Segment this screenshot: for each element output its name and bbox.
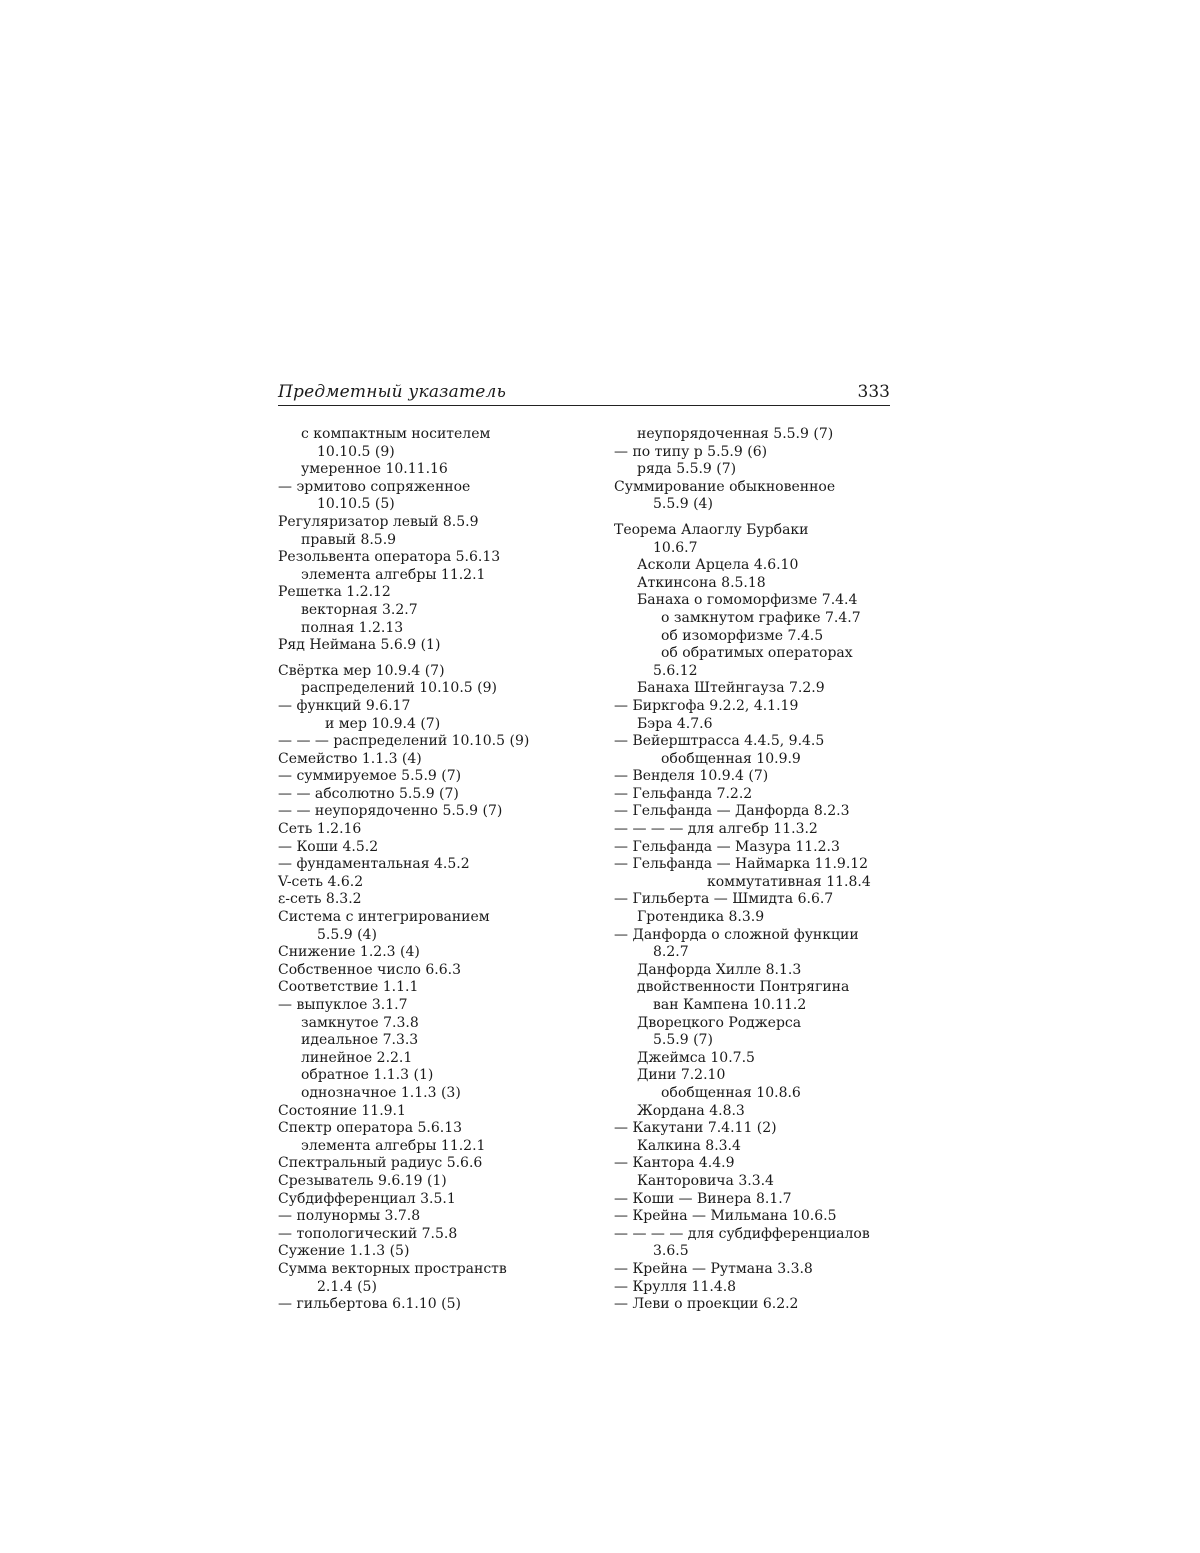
index-entry: — суммируемое 5.5.9 (7) xyxy=(278,768,462,785)
index-entry: — Вейерштрасса 4.4.5, 9.4.5 xyxy=(614,733,825,750)
index-entry: — Крейна — Рутмана 3.3.8 xyxy=(614,1260,813,1277)
index-entry: — фундаментальная 4.5.2 xyxy=(278,856,470,873)
index-entry: — Леви о проекции 6.2.2 xyxy=(614,1296,799,1313)
index-entry: Асколи Арцела 4.6.10 xyxy=(637,557,799,574)
index-entry: Банаха о гомоморфизме 7.4.4 xyxy=(637,592,858,609)
index-entry: правый 8.5.9 xyxy=(301,531,397,548)
index-entry: — полунормы 3.7.8 xyxy=(278,1208,421,1225)
index-entry: Теорема Алаоглу Бурбаки xyxy=(614,521,809,538)
index-entry: — Крейна — Мильмана 10.6.5 xyxy=(614,1208,837,1225)
index-entry: — Коши — Винера 8.1.7 xyxy=(614,1190,792,1207)
index-entry: Семейство 1.1.3 (4) xyxy=(278,750,422,767)
index-entry: 3.6.5 xyxy=(653,1243,689,1260)
index-entry: — Коши 4.5.2 xyxy=(278,838,379,855)
index-entry: умеренное 10.11.16 xyxy=(301,461,448,478)
index-entry: — Какутани 7.4.11 (2) xyxy=(614,1120,777,1137)
index-entry: Джеймса 10.7.5 xyxy=(637,1049,755,1066)
index-entry: — Гельфанда 7.2.2 xyxy=(614,785,753,802)
index-entry: Канторовича 3.3.4 xyxy=(637,1172,774,1189)
index-entry: 8.2.7 xyxy=(653,944,689,961)
index-entry: Бэра 4.7.6 xyxy=(637,715,713,732)
index-entry: Аткинсона 8.5.18 xyxy=(637,574,766,591)
index-entry: Свёртка мер 10.9.4 (7) xyxy=(278,662,445,679)
index-entry: Система с интегрированием xyxy=(278,909,490,926)
index-entry: элемента алгебры 11.2.1 xyxy=(301,566,486,583)
index-entry: — — неупорядоченно 5.5.9 (7) xyxy=(278,803,503,820)
index-entry: — — — — для алгебр 11.3.2 xyxy=(614,821,818,838)
index-entry: Регуляризатор левый 8.5.9 xyxy=(278,513,479,530)
index-entry: Срезыватель 9.6.19 (1) xyxy=(278,1172,447,1189)
index-entry: двойственности Понтрягина xyxy=(637,979,850,996)
index-entry: Состояние 11.9.1 xyxy=(278,1102,406,1119)
index-entry: Собственное число 6.6.3 xyxy=(278,961,461,978)
index-entry: 10.6.7 xyxy=(653,539,698,556)
index-entry: и мер 10.9.4 (7) xyxy=(325,715,441,732)
index-entry: распределений 10.10.5 (9) xyxy=(301,680,497,697)
index-entry: линейное 2.2.1 xyxy=(301,1049,413,1066)
letter-group-gap xyxy=(614,514,904,522)
index-entry: — гильбертова 6.1.10 (5) xyxy=(278,1296,461,1313)
index-entry: 5.5.9 (7) xyxy=(653,1032,713,1049)
index-entry: Дини 7.2.10 xyxy=(637,1067,726,1084)
index-entry: — Венделя 10.9.4 (7) xyxy=(614,768,769,785)
index-entry: неупорядоченная 5.5.9 (7) xyxy=(637,426,834,442)
index-entry: Жордана 4.8.3 xyxy=(637,1102,745,1119)
running-head xyxy=(278,381,890,406)
index-entry: — выпуклое 3.1.7 xyxy=(278,997,408,1013)
index-entry: Решетка 1.2.12 xyxy=(278,584,391,601)
index-entry: Калкина 8.3.4 xyxy=(637,1137,741,1154)
index-entry: векторная 3.2.7 xyxy=(301,601,418,618)
index-entry: 5.6.12 xyxy=(653,662,698,679)
index-entry: Сеть 1.2.16 xyxy=(278,821,362,838)
index-entry: 5.5.9 (4) xyxy=(317,926,377,943)
index-entry: обобщенная 10.9.9 xyxy=(661,750,801,767)
index-entry: — Гельфанда — Мазура 11.2.3 xyxy=(614,838,840,855)
index-entry: Гротендика 8.3.9 xyxy=(637,909,765,926)
index-entry: Сужение 1.1.3 (5) xyxy=(278,1243,410,1260)
index-entry: замкнутое 7.3.8 xyxy=(301,1014,419,1031)
index-column-right xyxy=(614,426,904,1314)
letter-group-gap xyxy=(278,655,578,663)
index-entry: — функций 9.6.17 xyxy=(278,697,411,714)
index-entry: — эрмитово сопряженное xyxy=(278,478,471,495)
index-entry: обобщенная 10.8.6 xyxy=(661,1084,801,1101)
index-entry: — Данфорда о сложной функции xyxy=(614,926,859,943)
index-entry: 10.10.5 (5) xyxy=(317,496,395,513)
index-entry: об изоморфизме 7.4.5 xyxy=(661,627,824,644)
index-entry: — Кантора 4.4.9 xyxy=(614,1155,735,1172)
index-entry: — Крулля 11.4.8 xyxy=(614,1278,737,1295)
index-entry: Субдифференциал 3.5.1 xyxy=(278,1190,456,1207)
index-entry: 2.1.4 (5) xyxy=(317,1278,377,1295)
index-entry: 10.10.5 (9) xyxy=(317,443,395,460)
index-entry: идеальное 7.3.3 xyxy=(301,1032,419,1049)
index-entry: — топологический 7.5.8 xyxy=(278,1225,458,1242)
index-entry: — — абсолютно 5.5.9 (7) xyxy=(278,785,459,802)
index-entry: однозначное 1.1.3 (3) xyxy=(301,1084,461,1101)
index-entry: об обратимых операторах xyxy=(661,645,853,662)
index-column-left xyxy=(278,426,578,1314)
index-entry: коммутативная 11.8.4 xyxy=(707,873,871,890)
index-entry: обратное 1.1.3 (1) xyxy=(301,1067,434,1084)
index-entry: ван Кампена 10.11.2 xyxy=(653,997,807,1013)
index-entry: Дворецкого Роджерса xyxy=(637,1014,802,1031)
index-entry: Спектр оператора 5.6.13 xyxy=(278,1120,463,1137)
index-entry: — по типу p 5.5.9 (6) xyxy=(614,443,768,460)
index-entry: Суммирование обыкновенное xyxy=(614,478,836,495)
index-entry: элемента алгебры 11.2.1 xyxy=(301,1137,486,1154)
index-entry: Данфорда Хилле 8.1.3 xyxy=(637,961,802,978)
page-title: Предметный указатель xyxy=(278,382,507,402)
index-entry: с компактным носителем xyxy=(301,426,491,442)
index-entry: Спектральный радиус 5.6.6 xyxy=(278,1155,483,1172)
index-entry: — Гильберта — Шмидта 6.6.7 xyxy=(614,891,834,908)
index-entry: V-сеть 4.6.2 xyxy=(278,873,364,890)
index-entry: ряда 5.5.9 (7) xyxy=(637,461,737,478)
index-entry: Резольвента оператора 5.6.13 xyxy=(278,549,501,566)
index-entry: — — — распределений 10.10.5 (9) xyxy=(278,733,530,750)
page-number: 333 xyxy=(857,382,890,402)
index-entry: 5.5.9 (4) xyxy=(653,496,713,513)
index-entry: о замкнутом графике 7.4.7 xyxy=(661,609,861,626)
index-entry: — Гельфанда — Данфорда 8.2.3 xyxy=(614,803,850,820)
index-entry: — — — — для субдифференциалов xyxy=(614,1225,870,1242)
index-entry: ε-сеть 8.3.2 xyxy=(278,891,362,908)
index-entry: Сумма векторных пространств xyxy=(278,1260,507,1277)
index-entry: Ряд Неймана 5.6.9 (1) xyxy=(278,637,441,654)
index-entry: Банаха Штейнгауза 7.2.9 xyxy=(637,680,825,697)
index-entry: полная 1.2.13 xyxy=(301,619,404,636)
index-entry: Соответствие 1.1.1 xyxy=(278,979,419,996)
index-entry: Снижение 1.2.3 (4) xyxy=(278,944,420,961)
index-entry: — Гельфанда — Наймарка 11.9.12 xyxy=(614,856,869,873)
index-entry: — Биркгофа 9.2.2, 4.1.19 xyxy=(614,697,799,714)
